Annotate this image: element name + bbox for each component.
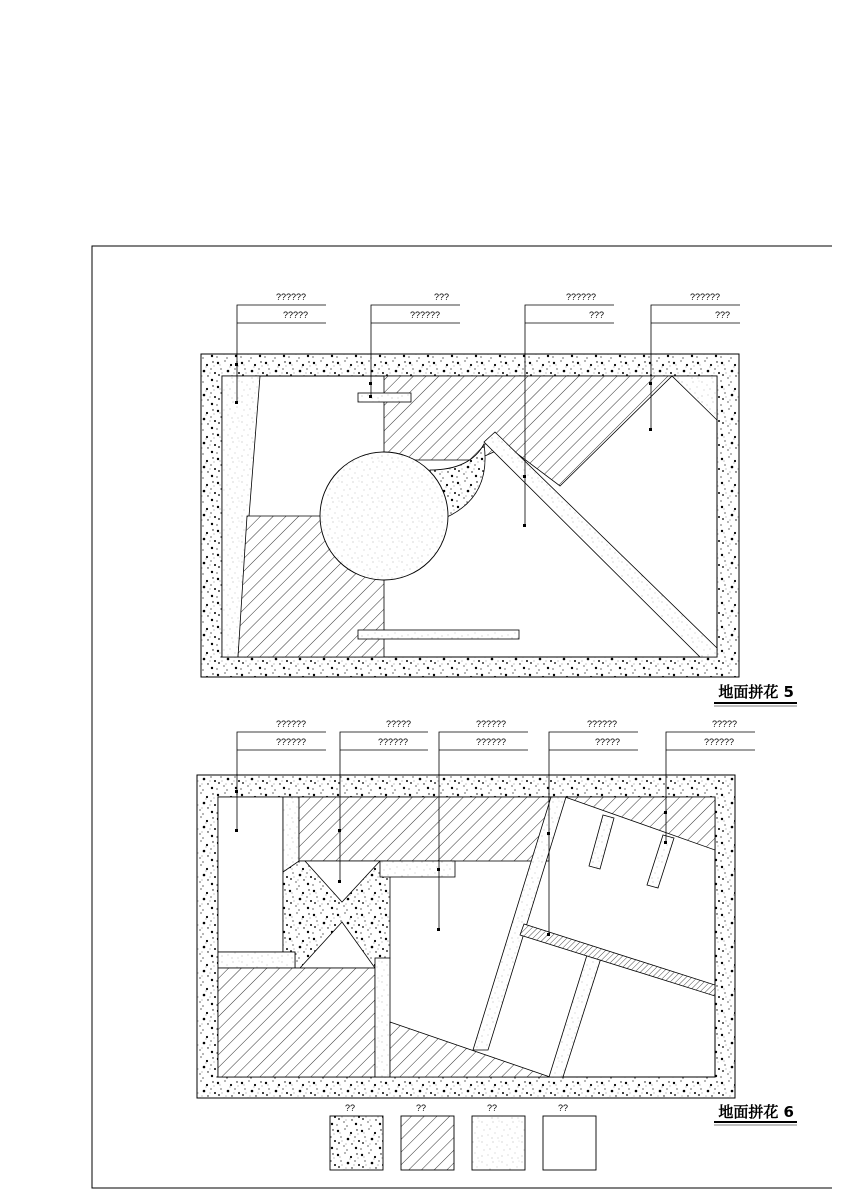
- plan6-horizontal-strip: [218, 952, 295, 968]
- plan6-callout-3-top: ??????: [475, 719, 506, 729]
- plan6-vertical-strip: [283, 797, 299, 872]
- plan5-callout-1-top: ??????: [275, 292, 306, 302]
- legend-label-1: ??: [344, 1103, 356, 1113]
- plan6-callout-5-top: ?????: [711, 719, 737, 729]
- plan5-callout-3-top: ??????: [565, 292, 596, 302]
- plan6-callout-1-top: ??????: [275, 719, 306, 729]
- material-legend: [330, 1103, 596, 1170]
- plan5-title: 地面拼花 5: [718, 683, 794, 701]
- legend-swatch-dense-speckle: [330, 1116, 383, 1170]
- plan5-long-bar: [358, 630, 519, 639]
- plan5-callout-4-top: ??????: [689, 292, 720, 302]
- plan5-callout-2-top: ???: [433, 292, 449, 302]
- plan6-callout-2-top: ?????: [385, 719, 411, 729]
- plan5-callout-2-bottom: ??????: [409, 310, 440, 320]
- floor-plan-5: [201, 354, 739, 677]
- plan6-callout-2-bottom: ??????: [377, 737, 408, 747]
- legend-label-4: ??: [557, 1103, 569, 1113]
- floor-plan-6: [197, 775, 735, 1098]
- plan6-callout-4-bottom: ?????: [594, 737, 620, 747]
- plan6-callout-4-top: ??????: [586, 719, 617, 729]
- plan6-title: 地面拼花 6: [718, 1103, 794, 1121]
- plan6-callout-3-bottom: ??????: [475, 737, 506, 747]
- plan5-callout-1-bottom: ?????: [282, 310, 308, 320]
- plan6-callout-5-bottom: ??????: [703, 737, 734, 747]
- plan5-circle-medallion: [320, 452, 448, 580]
- legend-swatch-blank: [543, 1116, 596, 1170]
- plan6-small-bar: [380, 861, 455, 877]
- legend-swatch-light-speckle: [472, 1116, 525, 1170]
- plan6-callout-1-bottom: ??????: [275, 737, 306, 747]
- plan5-small-bar: [358, 393, 411, 402]
- plan6-hatch-top: [299, 797, 549, 861]
- legend-label-3: ??: [486, 1103, 498, 1113]
- legend-label-2: ??: [415, 1103, 427, 1113]
- plan5-callout-4-bottom: ???: [714, 310, 730, 320]
- plan6-vertical-post: [375, 958, 390, 1077]
- plan5-callout-3-bottom: ???: [588, 310, 604, 320]
- legend-swatch-diagonal-hatch: [401, 1116, 454, 1170]
- plan6-hatch-bottom-left: [218, 968, 375, 1077]
- plan6-left-panel: [218, 797, 283, 952]
